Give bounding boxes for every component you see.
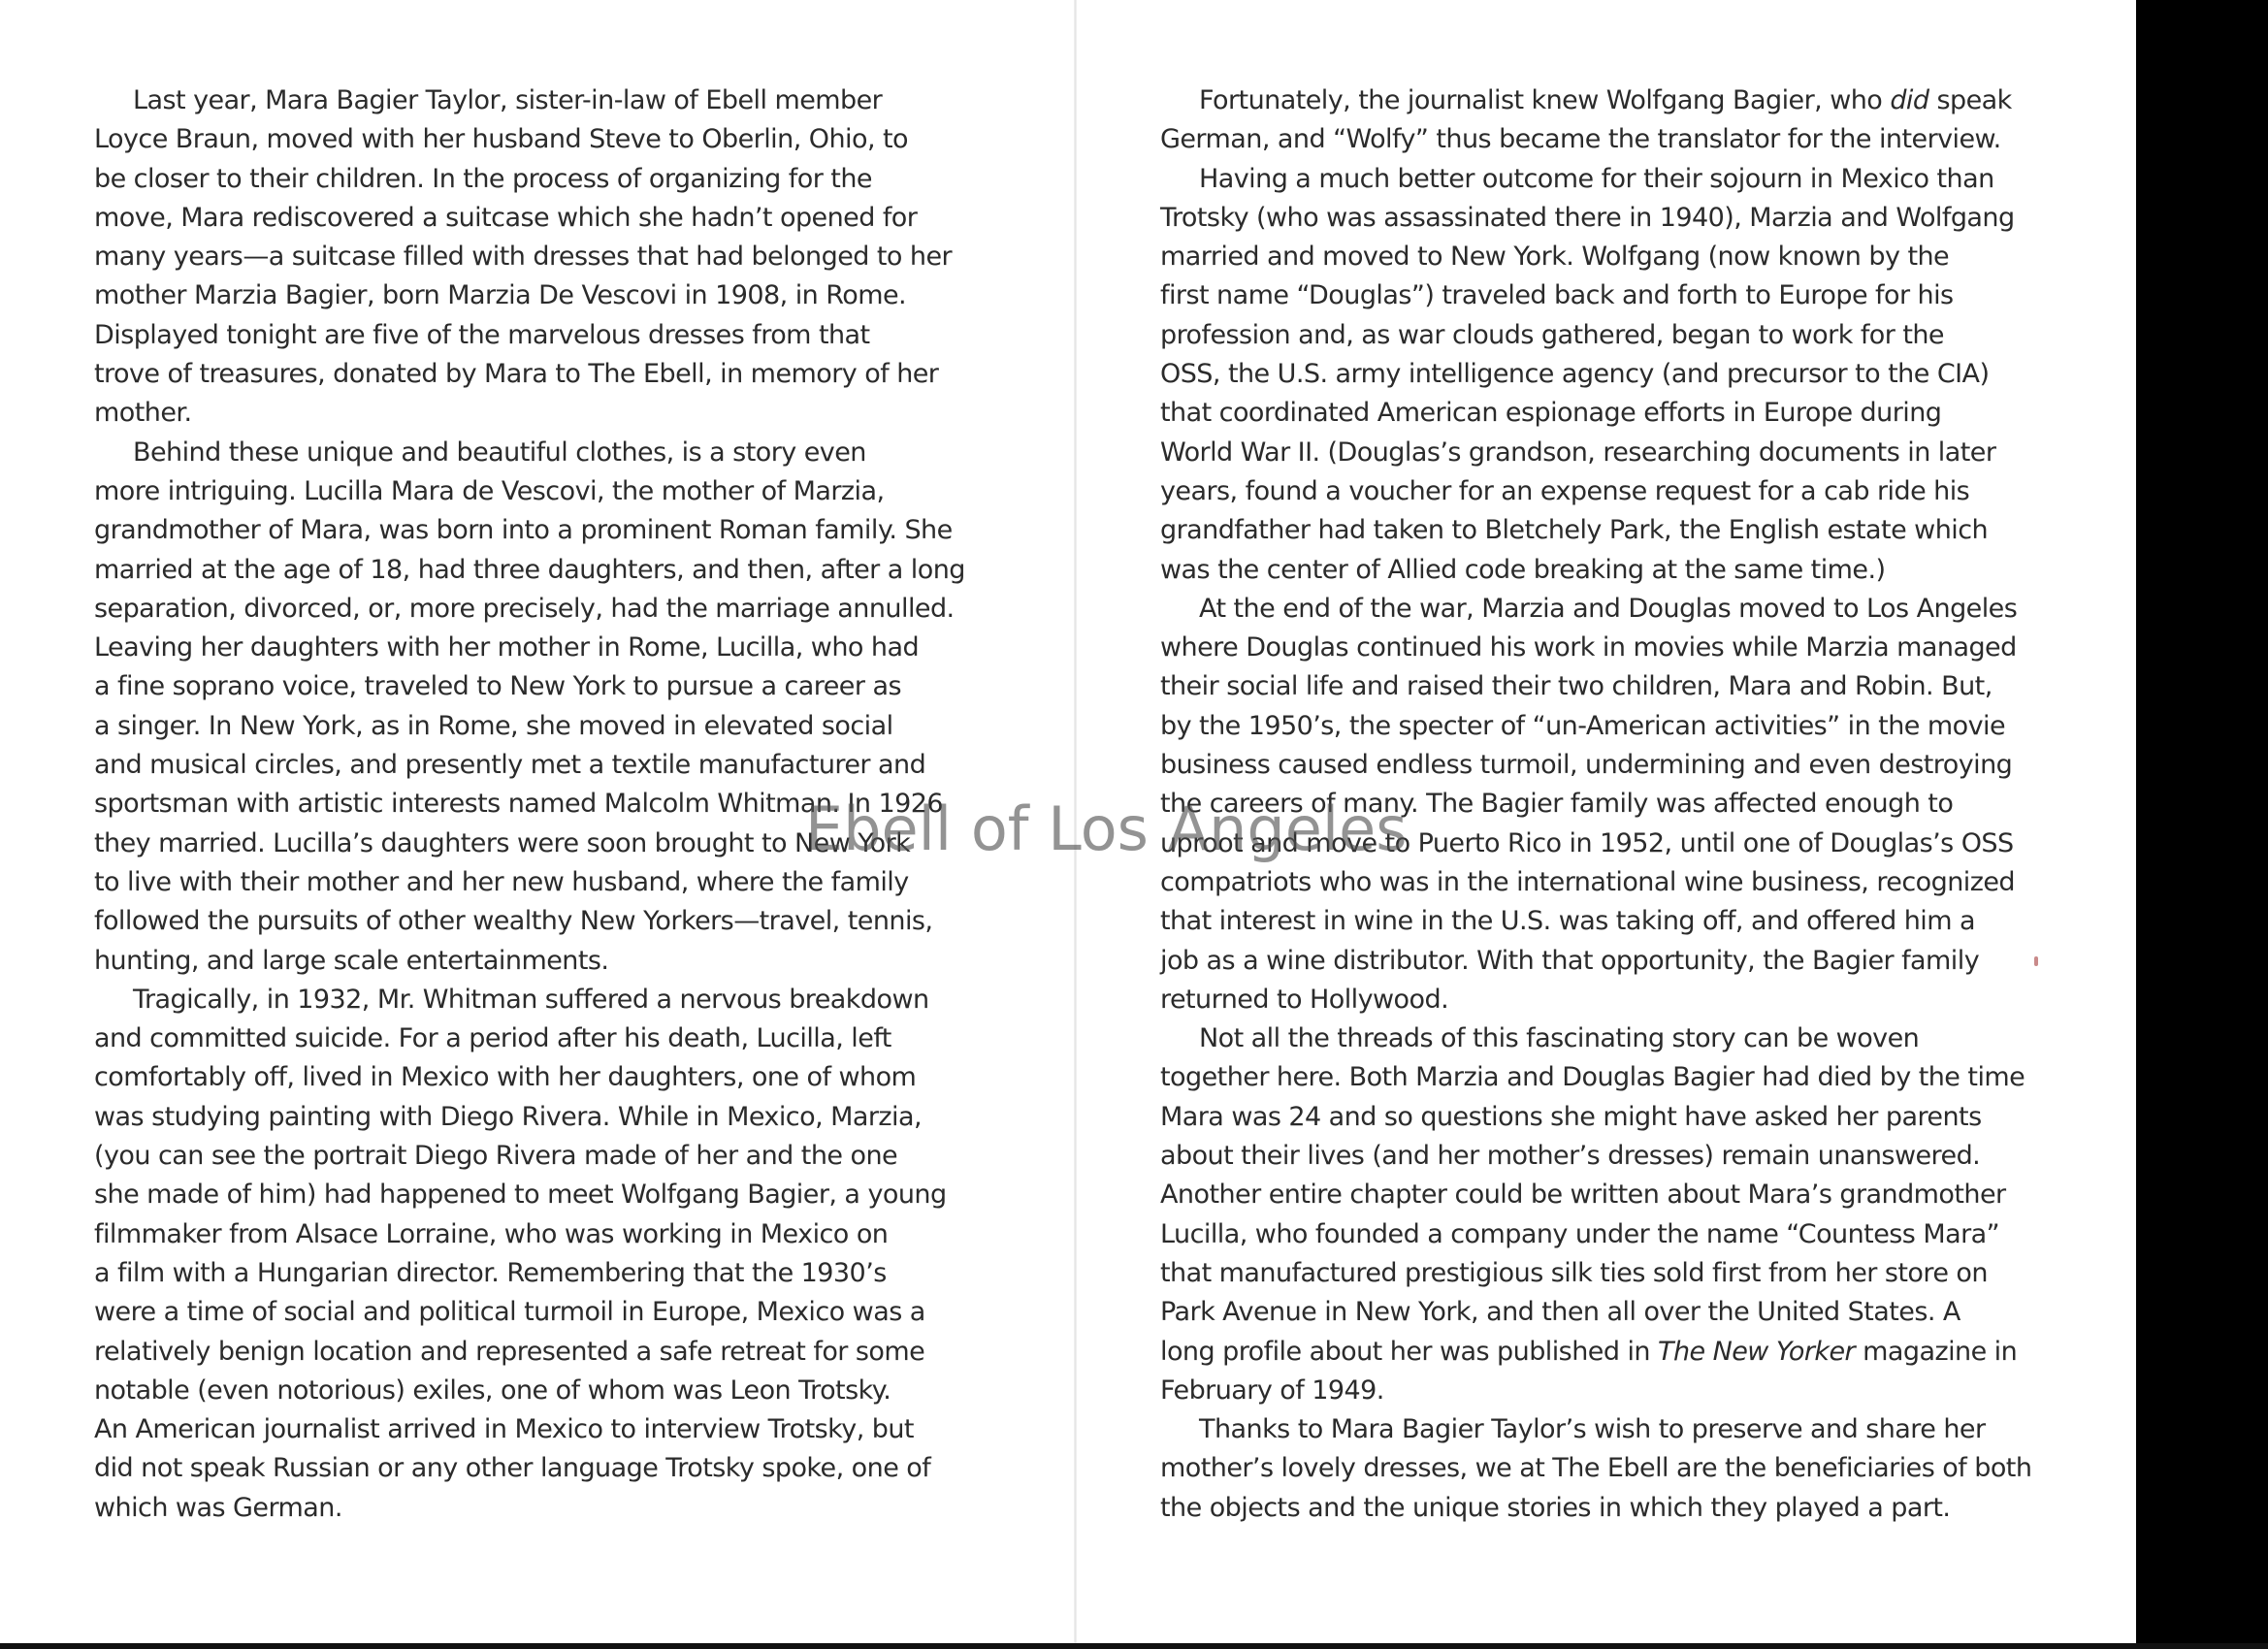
text-line: together here. Both Marzia and Douglas Bagier had died by the time	[1160, 1062, 2025, 1093]
text-line: Having a much better outcome for their sojourn in Mexico than	[1199, 163, 1994, 194]
text-line: where Douglas continued his work in movies while Marzia managed	[1160, 632, 2017, 663]
text-line: a singer. In New York, as in Rome, she moved in elevated social	[94, 710, 893, 741]
text-line: followed the pursuits of other wealthy New Yorkers—travel, tennis,	[94, 906, 933, 937]
text-line: Not all the threads of this fascinating story can be woven	[1199, 1023, 1920, 1054]
text-line: German, and “Wolfy” thus became the translator for the interview.	[1160, 124, 2001, 155]
text-line	[1160, 1333, 2045, 1372]
text-line: At the end of the war, Marzia and Douglas moved to Los Angeles	[1199, 593, 2018, 624]
text-line: Another entire chapter could be written about Mara’s grandmother	[1160, 1180, 2006, 1211]
watermark: Ebell of Los Angeles	[805, 793, 1408, 864]
text-line: Loyce Braun, moved with her husband Steve to Oberlin, Ohio, to	[94, 124, 909, 155]
text-line: trove of treasures, donated by Mara to The Ebell, in memory of her	[94, 359, 939, 390]
text-line: was the center of Allied code breaking at the same time.)	[1160, 554, 1886, 585]
paragraph-threads	[1160, 1019, 2045, 1410]
text-line: and committed suicide. For a period after his death, Lucilla, left	[94, 1023, 891, 1054]
text-line: to live with their mother and her new husband, where the family	[94, 866, 909, 897]
text-line: sportsman with artistic interests named Malcolm Whitman. In 1926	[94, 789, 944, 820]
text-line: they married. Lucilla’s daughters were soon brought to New York	[94, 827, 911, 858]
text-line: uproot and move to Puerto Rico in 1952, until one of Douglas’s OSS	[1160, 827, 2014, 858]
text-line: many years—a suitcase filled with dresses that had belonged to her	[94, 242, 953, 273]
scan-border-bottom	[0, 1643, 2268, 1649]
text-line: Lucilla, who founded a company under the name “Countess Mara”	[1160, 1218, 2000, 1249]
text-line: relatively benign location and represented a safe retreat for some	[94, 1336, 925, 1367]
text-run: speak	[1928, 85, 2012, 115]
text-line: mother.	[94, 398, 192, 429]
scan-border-right	[2136, 0, 2268, 1649]
text-line: Displayed tonight are five of the marvelous dresses from that	[94, 319, 870, 350]
text-line: and musical circles, and presently met a textile manufacturer and	[94, 750, 926, 781]
text-line: profession and, as war clouds gathered, began to work for the	[1160, 319, 1944, 350]
text-line: OSS, the U.S. army intelligence agency (and precursor to the CIA)	[1160, 359, 1990, 390]
text-line: Thanks to Mara Bagier Taylor’s wish to preserve and share her	[1199, 1414, 1986, 1445]
text-line: February of 1949.	[1160, 1374, 1384, 1406]
text-line: filmmaker from Alsace Lorraine, who was working in Mexico on	[94, 1218, 889, 1249]
text-line: a film with a Hungarian director. Remembering that the 1930’s	[94, 1257, 887, 1288]
paragraph-suitcase	[94, 81, 972, 434]
text-line: returned to Hollywood.	[1160, 984, 1449, 1015]
text-line: their social life and raised their two children, Mara and Robin. But,	[1160, 671, 1993, 702]
text-line: Tragically, in 1932, Mr. Whitman suffered a nervous breakdown	[133, 984, 929, 1015]
text-line: Park Avenue in New York, and then all over the United States. A	[1160, 1297, 1960, 1328]
text-line: grandfather had taken to Bletchely Park, the English estate which	[1160, 515, 1989, 546]
text-line: World War II. (Douglas’s grandson, researching documents in later	[1160, 436, 1996, 468]
text-line: notable (even notorious) exiles, one of whom was Leon Trotsky.	[94, 1374, 891, 1406]
text-line: that interest in wine in the U.S. was taking off, and offered him a	[1160, 906, 1976, 937]
text-line	[1160, 81, 2045, 120]
text-line: that manufactured prestigious silk ties sold first from her store on	[1160, 1257, 1988, 1288]
text-run: Fortunately, the journalist knew Wolfgang Bagier, who	[1199, 85, 1891, 115]
text-line: hunting, and large scale entertainments.	[94, 945, 609, 976]
text-line: business caused endless turmoil, undermining and even destroying	[1160, 750, 2013, 781]
text-line: be closer to their children. In the process of organizing for the	[94, 163, 872, 194]
text-line: was studying painting with Diego Rivera. While in Mexico, Marzia,	[94, 1101, 923, 1132]
text-line: Behind these unique and beautiful clothes, is a story even	[133, 436, 866, 468]
text-run: long profile about her was published in	[1160, 1336, 1658, 1367]
text-line: which was German.	[94, 1492, 342, 1523]
text-line: comfortably off, lived in Mexico with her daughters, one of whom	[94, 1062, 917, 1093]
text-line: did not speak Russian or any other language Trotsky spoke, one of	[94, 1453, 931, 1484]
text-line: that coordinated American espionage efforts in Europe during	[1160, 398, 1942, 429]
text-line: married at the age of 18, had three daughters, and then, after a long	[94, 554, 965, 585]
text-line: (you can see the portrait Diego Rivera made of her and the one	[94, 1141, 898, 1172]
text-line: the objects and the unique stories in which they played a part.	[1160, 1492, 1951, 1523]
text-line: Last year, Mara Bagier Taylor, sister-in-law of Ebell member	[133, 85, 883, 115]
text-line: move, Mara rediscovered a suitcase which she hadn’t opened for	[94, 202, 918, 233]
text-line: compatriots who was in the international wine business, recognized	[1160, 866, 2015, 897]
text-line: Mara was 24 and so questions she might have asked her parents	[1160, 1101, 1982, 1132]
text-line: grandmother of Mara, was born into a prominent Roman family. She	[94, 515, 953, 546]
text-line: separation, divorced, or, more precisely, had the marriage annulled.	[94, 593, 955, 624]
emphasis-text: The New Yorker	[1658, 1336, 1856, 1367]
paragraph-mexico	[94, 981, 972, 1528]
paragraph-lucilla	[94, 434, 972, 981]
text-line: mother Marzia Bagier, born Marzia De Vescovi in 1908, in Rome.	[94, 280, 907, 311]
paragraph-translator	[1160, 81, 2045, 160]
text-line: about their lives (and her mother’s dresses) remain unanswered.	[1160, 1141, 1981, 1172]
text-line: more intriguing. Lucilla Mara de Vescovi, the mother of Marzia,	[94, 475, 885, 506]
paragraph-new-york	[1160, 160, 2045, 590]
text-line: a fine soprano voice, traveled to New York to pursue a career as	[94, 671, 901, 702]
text-line: An American journalist arrived in Mexico to interview Trotsky, but	[94, 1414, 914, 1445]
text-line: job as a wine distributor. With that opportunity, the Bagier family	[1160, 945, 1980, 976]
emphasis-text: did	[1890, 85, 1929, 115]
text-line: mother’s lovely dresses, we at The Ebell are the beneficiaries of both	[1160, 1453, 2032, 1484]
text-line: first name “Douglas”) traveled back and forth to Europe for his	[1160, 280, 1954, 311]
text-run: magazine in	[1855, 1336, 2018, 1367]
paragraph-thanks	[1160, 1410, 2045, 1528]
text-line: were a time of social and political turmoil in Europe, Mexico was a	[94, 1297, 925, 1328]
text-line: Trotsky (who was assassinated there in 1940), Marzia and Wolfgang	[1160, 202, 2015, 233]
text-line: she made of him) had happened to meet Wolfgang Bagier, a young	[94, 1180, 947, 1211]
text-line: Leaving her daughters with her mother in Rome, Lucilla, who had	[94, 632, 920, 663]
text-line: the careers of many. The Bagier family was affected enough to	[1160, 789, 1954, 820]
text-line: years, found a voucher for an expense request for a cab ride his	[1160, 475, 1970, 506]
text-line: by the 1950’s, the specter of “un-American activities” in the movie	[1160, 710, 2006, 741]
text-line: married and moved to New York. Wolfgang (now known by the	[1160, 242, 1950, 273]
